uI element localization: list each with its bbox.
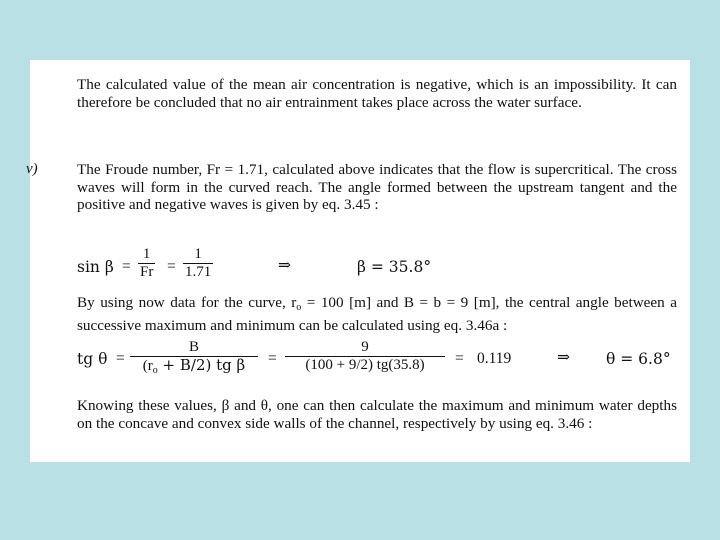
- eq2-frac2-numerator: 9: [361, 339, 369, 355]
- paragraph-water-depths: Knowing these values, β and θ, one can then calculate the maximum and minimum water depths on the concave and convex side walls of the channel, respectively by using eq. 3.46 :: [77, 397, 677, 432]
- paragraph-froude: The Froude number, Fr = 1.71, calculated above indicates that the flow is supercritical. The cross waves will form in the curved reach. The angle formed between the upstream tangent and the positive and negative waves is given by eq. 3.45 :: [77, 161, 677, 213]
- item-label: v): [26, 161, 38, 177]
- eq2-value: 0.119: [477, 350, 512, 367]
- eq1-fraction-1: [138, 246, 155, 281]
- eq1-implies-arrow: ⇒: [278, 256, 291, 274]
- eq1-equals-a: =: [122, 258, 131, 275]
- eq1-fraction-2: [183, 246, 213, 281]
- eq2-result: θ = 6.8°: [606, 350, 671, 368]
- p3-subscript: o: [296, 302, 302, 313]
- eq2-equals-c: =: [455, 350, 464, 367]
- eq1-frac2-numerator: 1: [194, 246, 202, 262]
- eq2-frac1-den-b: + B/2) tg β: [157, 356, 246, 374]
- eq1-frac1-denominator: Fr: [140, 264, 154, 280]
- p3-text-a: By using now data for the curve, r: [77, 294, 297, 311]
- eq2-frac1-denominator: [130, 356, 258, 379]
- eq2-lhs: tg θ: [77, 350, 108, 368]
- eq1-frac1-numerator: 1: [142, 246, 151, 262]
- eq1-equals-b: =: [167, 258, 176, 275]
- eq2-frac1-numerator: B: [188, 339, 199, 355]
- p3-text-b: = 100 [m] and B = b = 9 [m], the central angle between a successive maximum and minimum can be calculated using eq. 3.46a :: [77, 294, 677, 334]
- eq2-implies-arrow: ⇒: [557, 348, 570, 366]
- document-page: [26, 60, 690, 462]
- eq2-fraction-1: [130, 339, 258, 379]
- eq2-frac2-denominator: (100 + 9/2) tg(35.8): [285, 356, 445, 374]
- eq2-equals-a: =: [116, 350, 125, 367]
- eq2-frac1-den-sub: o: [152, 365, 158, 376]
- eq2-frac1-den-a: (r: [142, 358, 153, 374]
- eq2-fraction-2: [285, 339, 445, 374]
- eq1-frac2-denominator: 1.71: [185, 264, 212, 280]
- eq2-equals-b: =: [268, 350, 277, 367]
- paragraph-curve-data: [77, 294, 677, 334]
- eq1-lhs: sin β: [77, 258, 114, 276]
- paragraph-conclusion: The calculated value of the mean air concentration is negative, which is an impossibility. It can therefore be concluded that no air entrainment takes place across the water surface.: [77, 76, 677, 111]
- eq1-result: β = 35.8°: [357, 258, 432, 276]
